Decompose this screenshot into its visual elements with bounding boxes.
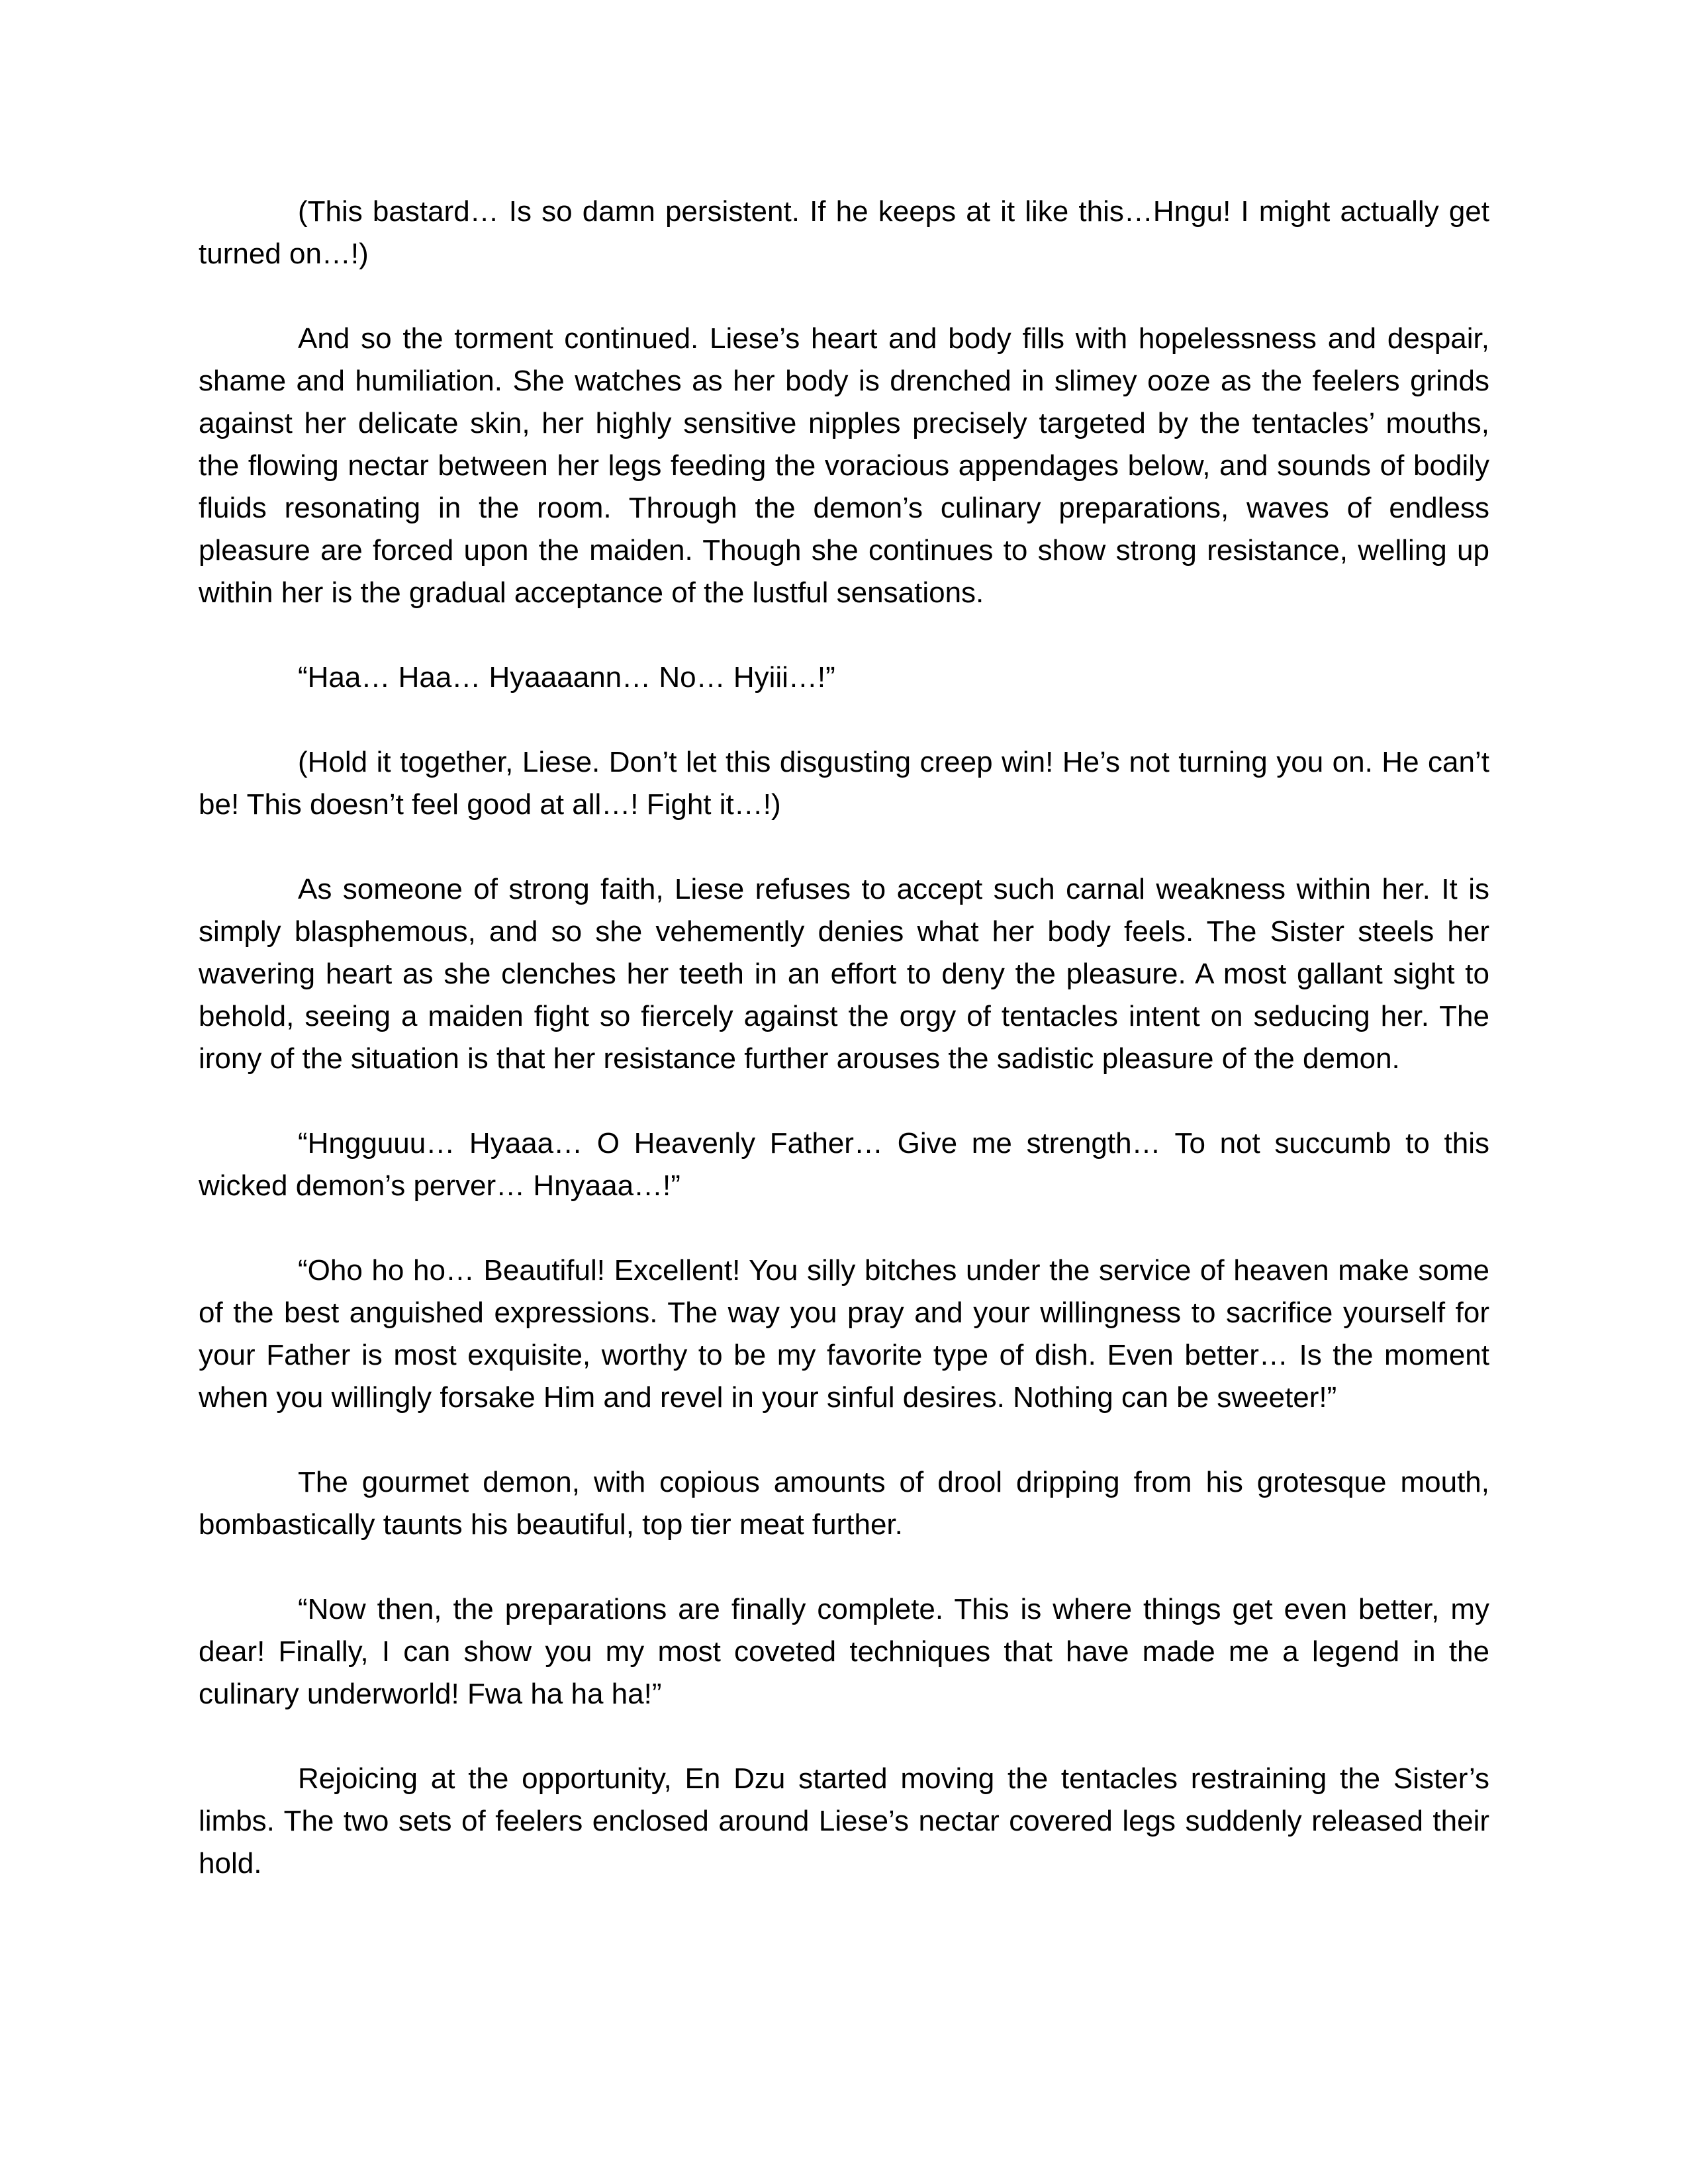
paragraph: As someone of strong faith, Liese refuses to accept such carnal weakness within her. It is simply blasphemous, and so she vehemently denies what her body feels. The Sister steels her wavering heart as she clenches her teeth in an effort to deny the pleasure. A most gallant sight to behold, seeing a maiden fight so fiercely against the orgy of tentacles intent on seducing her. The irony of the situation is that her resistance further arouses the sadistic pleasure of the demon. [199, 873, 1489, 1075]
paragraph: The gourmet demon, with copious amounts of drool dripping from his grotesque mouth, bombastically taunts his beautiful, top tier meat further. [199, 1466, 1489, 1541]
paragraph: “Hngguuu… Hyaaa… O Heavenly Father… Give me strength… To not succumb to this wicked demon’s perver… Hnyaaa…!” [199, 1127, 1489, 1202]
paragraph: Rejoicing at the opportunity, En Dzu started moving the tentacles restraining the Sister’s limbs. The two sets of feelers enclosed around Liese’s nectar covered legs suddenly released their hold. [199, 1762, 1489, 1880]
paragraph: (This bastard… Is so damn persistent. If he keeps at it like this…Hngu! I might actually get turned on…!) [199, 195, 1489, 270]
document-body [199, 191, 1489, 1885]
paragraph: “Now then, the preparations are finally complete. This is where things get even better, my dear! Finally, I can show you my most coveted techniques that have made me a legend in the culinary underworld! Fwa ha ha ha!” [199, 1593, 1489, 1710]
paragraph: And so the torment continued. Liese’s heart and body fills with hopelessness and despair, shame and humiliation. She watches as her body is drenched in slimey ooze as the feelers grinds against her delicate skin, her highly sensitive nipples precisely targeted by the tentacles’ mouths, the flowing nectar between her legs feeding the voracious appendages below, and sounds of bodily fluids resonating in the room. Through the demon’s culinary preparations, waves of endless pleasure are forced upon the maiden. Though she continues to show strong resistance, welling up within her is the gradual acceptance of the lustful sensations. [199, 322, 1489, 609]
paragraph: “Oho ho ho… Beautiful! Excellent! You silly bitches under the service of heaven make some of the best anguished expressions. The way you pray and your willingness to sacrifice yourself for your Father is most exquisite, worthy to be my favorite type of dish. Even better… Is the moment when you willingly forsake Him and revel in your sinful desires. Nothing can be sweeter!” [199, 1254, 1489, 1414]
paragraph: “Haa… Haa… Hyaaaann… No… Hyiii…!” [298, 661, 835, 694]
paragraph: (Hold it together, Liese. Don’t let this disgusting creep win! He’s not turning you on. He can’t be! This doesn’t feel good at all…! Fight it…!) [199, 746, 1489, 821]
